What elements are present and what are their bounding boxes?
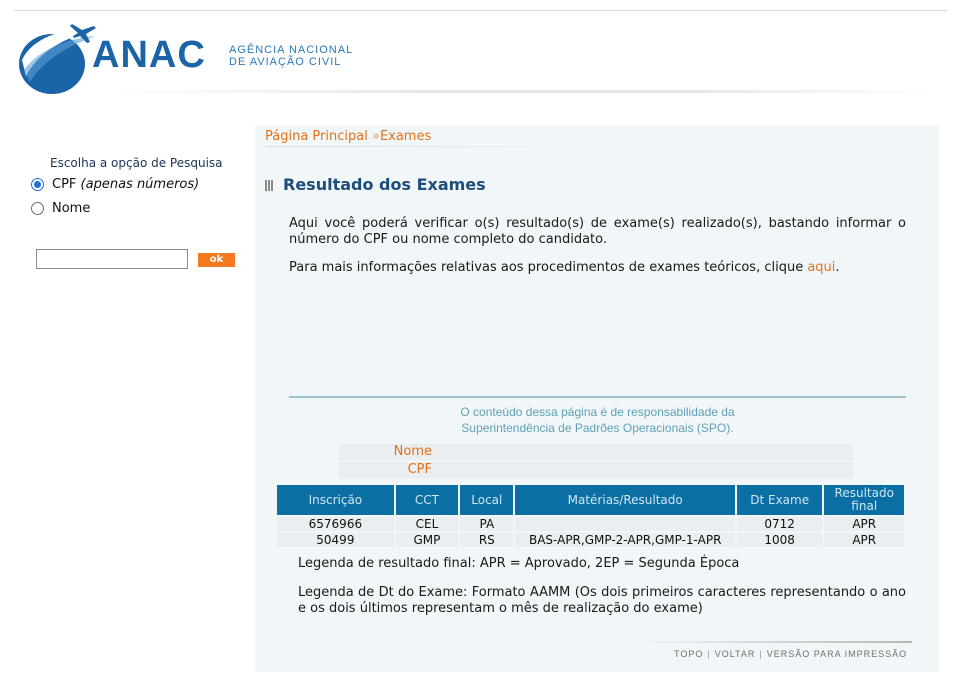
results-table — [275, 483, 906, 549]
search-option-title: Escolha a opção de Pesquisa — [50, 156, 223, 170]
radio-nome-row[interactable] — [31, 201, 90, 216]
breadcrumb — [265, 129, 431, 144]
col-resultado-final: Resultado final — [824, 485, 904, 515]
table-row — [277, 517, 904, 531]
anac-logo[interactable] — [16, 14, 376, 94]
footer-link-voltar[interactable]: VOLTAR — [714, 649, 756, 659]
page-title: Resultado dos Exames — [283, 175, 486, 194]
more-info-prefix: Para mais informações relativas aos procedimentos de exames teóricos, clique — [289, 260, 808, 275]
top-rule — [14, 10, 947, 11]
logo-wordmark: ANAC — [92, 34, 206, 76]
cpf-label: CPF — [407, 462, 432, 477]
radio-cpf-label: CPF (apenas números) — [52, 177, 200, 192]
more-info-suffix: . — [835, 260, 840, 275]
section-divider — [289, 396, 906, 398]
ok-button[interactable]: ok — [198, 253, 235, 267]
legend-date: Legenda de Dt do Exame: Formato AAMM (Os dois primeiros caracteres representando o ano e os dois últimos representam o mês de realização do exame) — [298, 585, 906, 616]
breadcrumb-underline — [265, 146, 635, 147]
logo-subtitle — [229, 44, 353, 68]
radio-nome-label: Nome — [52, 201, 91, 216]
responsibility-line2: Superintendência de Padrões Operacionais (SPO). — [461, 421, 734, 435]
cell-local: RS — [460, 533, 513, 547]
cell-materias: BAS-APR,GMP-2-APR,GMP-1-APR — [515, 533, 734, 547]
radio-nome[interactable] — [31, 202, 44, 215]
cell-inscricao: 50499 — [277, 533, 394, 547]
cell-resultado: APR — [824, 517, 904, 531]
responsibility-note — [300, 404, 895, 436]
intro-text: Aqui você poderá verificar o(s) resultado(s) de exame(s) realizado(s), bastando informar o número do CPF ou nome completo do candidato. — [289, 216, 906, 247]
footer-separator: | — [707, 649, 711, 659]
cell-dt-exame: 0712 — [737, 517, 823, 531]
footer-links — [674, 649, 907, 659]
radio-cpf-row[interactable] — [31, 177, 199, 192]
col-inscricao: Inscrição — [277, 485, 394, 515]
footer-link-topo[interactable]: TOPO — [674, 649, 704, 659]
cpf-row — [339, 462, 853, 478]
cell-materias — [515, 517, 734, 531]
cell-cct: CEL — [396, 517, 458, 531]
responsibility-line1: O conteúdo dessa página é de responsabilidade da — [460, 405, 735, 419]
heading-bullet-icon — [265, 180, 274, 191]
cell-cct: GMP — [396, 533, 458, 547]
breadcrumb-home-link[interactable]: Página Principal — [265, 129, 368, 144]
col-cct: CCT — [396, 485, 458, 515]
table-row — [277, 533, 904, 547]
logo-subtitle-line1: AGÊNCIA NACIONAL — [229, 44, 354, 56]
header-underline — [100, 90, 940, 93]
breadcrumb-separator: » — [371, 129, 380, 144]
search-input[interactable] — [36, 249, 188, 269]
breadcrumb-current[interactable]: Exames — [379, 129, 432, 144]
col-dt-exame: Dt Exame — [737, 485, 823, 515]
cell-resultado: APR — [824, 533, 904, 547]
legend-result: Legenda de resultado final: APR = Aprovado, 2EP = Segunda Época — [298, 556, 740, 571]
radio-cpf[interactable] — [31, 178, 44, 191]
cell-local: PA — [460, 517, 513, 531]
logo-subtitle-line2: DE AVIAÇÃO CIVIL — [229, 56, 342, 68]
name-row — [339, 444, 853, 460]
footer-link-impressao[interactable]: VERSÃO PARA IMPRESSÃO — [766, 649, 908, 659]
footer-separator: | — [759, 649, 763, 659]
globe-airplane-icon — [16, 20, 102, 96]
name-label: Nome — [393, 444, 432, 459]
more-info-link[interactable]: aqui — [807, 260, 836, 275]
table-header-row — [277, 485, 904, 515]
col-local: Local — [460, 485, 513, 515]
more-info-text — [289, 260, 906, 276]
cell-dt-exame: 1008 — [737, 533, 823, 547]
footer-rule — [628, 641, 912, 643]
cell-inscricao: 6576966 — [277, 517, 394, 531]
col-materias: Matérias/Resultado — [515, 485, 734, 515]
